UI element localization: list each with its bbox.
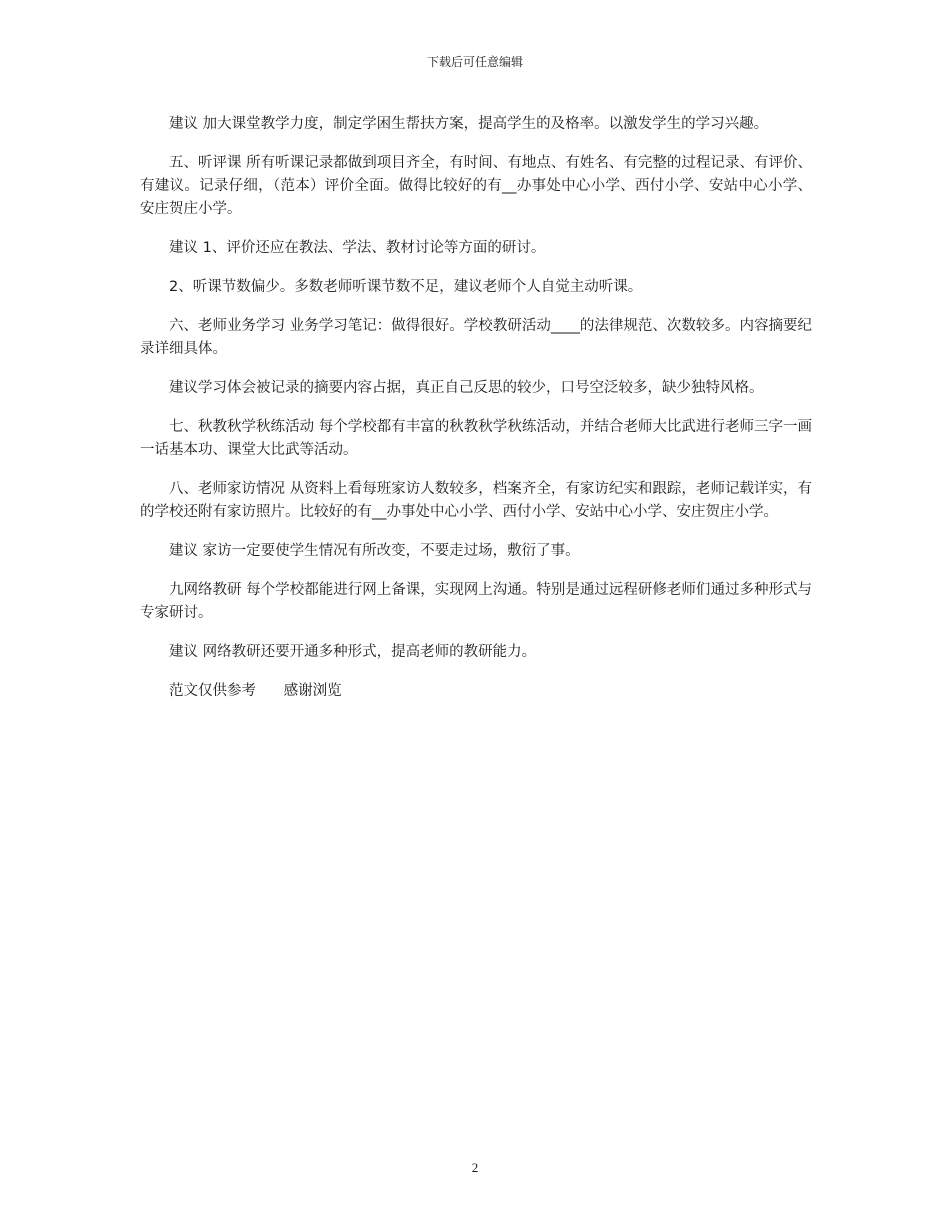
paragraph-section-8-home-visits: 八、老师家访情况 从资料上看每班家访人数较多，档案齐全，有家访纪实和跟踪，老师记载详实，有的学校还附有家访照片。比较好的有__办事处中心小学、西付小学、安站中心小学、安庄贺庄小学。 <box>140 481 812 520</box>
paragraph-suggestion-1: 建议 1、评价还应在教法、学法、教材讨论等方面的研讨。 <box>169 240 546 256</box>
paragraph-section-6-teacher-study: 六、老师业务学习 业务学习笔记：做得很好。学校教研活动____的法律规范、次数较多。内容摘要纪录详细具体。 <box>140 318 812 357</box>
paragraph-suggestion-2: 2、听课节数偏少。多数老师听课节数不足，建议老师个人自觉主动听课。 <box>169 279 643 295</box>
page-header: 下载后可任意编辑 <box>426 55 523 69</box>
footer-note: 范文仅供参考 感谢浏览 <box>169 683 342 699</box>
paragraph-section-9-online-research: 九网络教研 每个学校都能进行网上备课，实现网上沟通。特别是通过远程研修老师们通过多种形式与专家研讨。 <box>140 582 812 621</box>
paragraph-suggestion-study: 建议学习体会被记录的摘要内容占据，真正自己反思的较少，口号空泛较多，缺少独特风格。 <box>169 380 764 396</box>
paragraph-section-5-lesson-evaluation: 五、听评课 所有听课记录都做到项目齐全，有时间、有地点、有姓名、有完整的过程记录、有评价、有建议。记录仔细，（范本）评价全面。做得比较好的有__办事处中心小学、西付小学、安站中心小学、安庄贺庄小学。 <box>140 155 812 217</box>
document-body <box>140 113 812 703</box>
paragraph-suggestion-online: 建议 网络教研还要开通多种形式，提高老师的教研能力。 <box>169 644 537 660</box>
page-number: 2 <box>471 1160 479 1175</box>
paragraph-suggestion-home-visits: 建议 家访一定要使学生情况有所改变，不要走过场，敷衍了事。 <box>169 543 580 559</box>
paragraph-suggestion-classroom: 建议 加大课堂教学力度，制定学困生帮扶方案，提高学生的及格率。以激发学生的学习兴趣。 <box>169 116 769 132</box>
paragraph-section-7-autumn-activity: 七、秋教秋学秋练活动 每个学校都有丰富的秋教秋学秋练活动，并结合老师大比武进行老师三字一画一话基本功、课堂大比武等活动。 <box>140 419 812 458</box>
